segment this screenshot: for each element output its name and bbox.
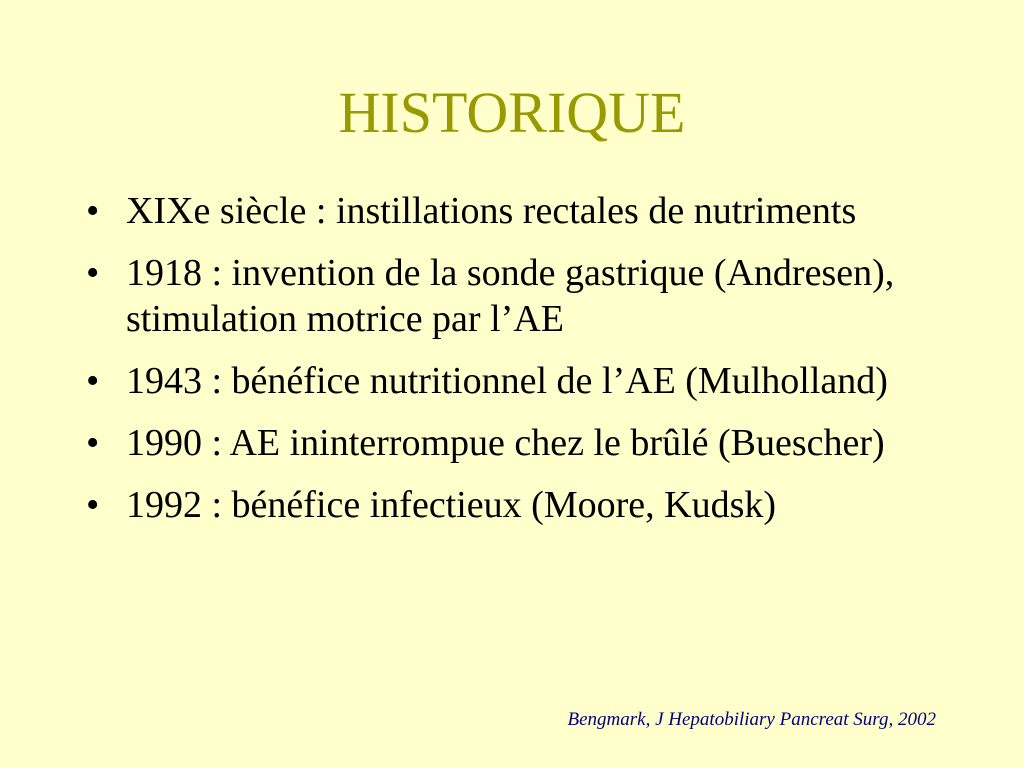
bullet-item [80, 188, 960, 234]
slide-title: HISTORIQUE [338, 80, 686, 145]
bullet-item [80, 482, 960, 528]
bullet-text: XIXe siècle : instillations rectales de nutriments [126, 190, 857, 232]
bullet-item [80, 250, 960, 342]
bullet-dot-icon: • [86, 422, 100, 464]
bullet-text: 1992 : bénéfice infectieux (Moore, Kudsk) [126, 484, 777, 526]
bullet-dot-icon: • [86, 484, 100, 526]
bullet-dot-icon: • [86, 252, 100, 294]
bullet-text: 1943 : bénéfice nutritionnel de l’AE (Mulholland) [126, 360, 888, 402]
bullet-item [80, 358, 960, 404]
bullet-dot-icon: • [86, 190, 100, 232]
reference-citation: Bengmark, J Hepatobiliary Pancreat Surg, 2002 [567, 709, 936, 730]
bullet-text: 1918 : invention de la sonde gastrique (Andresen), stimulation motrice par l’AE [126, 252, 895, 340]
bullet-item [80, 420, 960, 466]
bullet-dot-icon: • [86, 360, 100, 402]
bullet-text: 1990 : AE ininterrompue chez le brûlé (Buescher) [126, 422, 885, 464]
bullet-list [80, 188, 960, 544]
